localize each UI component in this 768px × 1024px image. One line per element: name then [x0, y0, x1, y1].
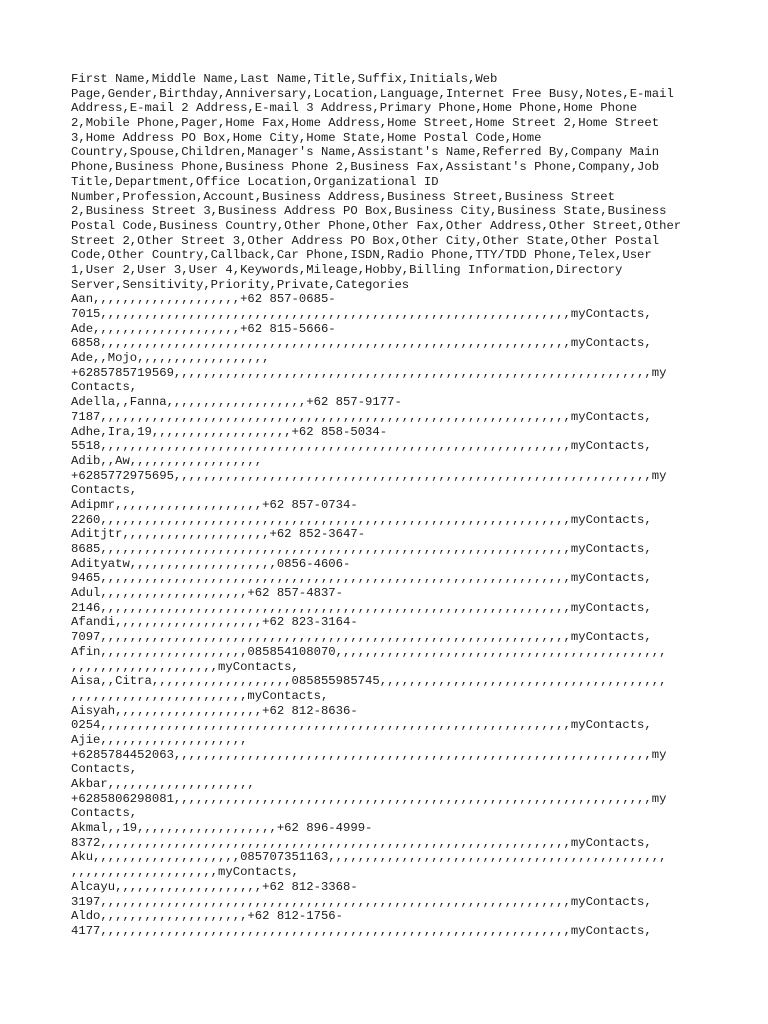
csv-header-line: Street 2,Other Street 3,Other Address PO Box,Other City,Other State,Other Postal — [71, 233, 660, 248]
csv-record-line: Adhe,Ira,19,,,,,,,,,,,,,,,,,,,+62 858-5034- — [71, 424, 388, 439]
csv-record-line: Afandi,,,,,,,,,,,,,,,,,,,,+62 823-3164- — [71, 615, 358, 630]
csv-record-line: 7015,,,,,,,,,,,,,,,,,,,,,,,,,,,,,,,,,,,,,,,,,,,,,,,,,,,,,,,,,,,,,,,,myContacts, — [71, 307, 652, 321]
csv-header-line: Phone,Business Phone,Business Phone 2,Business Fax,Assistant's Phone,Company,Job — [71, 160, 660, 175]
csv-record-line: Alcayu,,,,,,,,,,,,,,,,,,,,+62 812-3368- — [71, 879, 358, 894]
csv-header-line: Server,Sensitivity,Priority,Private,Categories — [71, 277, 410, 292]
csv-header-line: Postal Code,Business Country,Other Phone,Other Fax,Other Address,Other Street,Other — [71, 218, 682, 233]
csv-header-line: Code,Other Country,Callback,Car Phone,ISDN,Radio Phone,TTY/TDD Phone,Telex,User — [71, 248, 652, 263]
csv-record-line: +6285806298081,,,,,,,,,,,,,,,,,,,,,,,,,,,,,,,,,,,,,,,,,,,,,,,,,,,,,,,,,,,,,,,,,my — [71, 791, 667, 806]
csv-record-line: Adib,,Aw,,,,,,,,,,,,,,,,,, — [71, 453, 263, 468]
csv-header-line: 3,Home Address PO Box,Home City,Home State,Home Postal Code,Home — [71, 130, 542, 145]
csv-record-line: Adityatw,,,,,,,,,,,,,,,,,,,,0856-4606- — [71, 556, 351, 571]
csv-record-line: Akbar,,,,,,,,,,,,,,,,,,,, — [71, 777, 255, 791]
csv-record-line: ,,,,,,,,,,,,,,,,,,,,myContacts, — [71, 865, 299, 880]
csv-record-line: 2146,,,,,,,,,,,,,,,,,,,,,,,,,,,,,,,,,,,,,,,,,,,,,,,,,,,,,,,,,,,,,,,,myContacts, — [71, 600, 652, 615]
csv-record-line: 9465,,,,,,,,,,,,,,,,,,,,,,,,,,,,,,,,,,,,,,,,,,,,,,,,,,,,,,,,,,,,,,,,myContacts, — [71, 571, 652, 586]
csv-header-line: Number,Profession,Account,Business Address,Business Street,Business Street — [71, 189, 615, 204]
csv-record-line: Contacts, — [71, 380, 138, 395]
csv-header-line: Address,E-mail 2 Address,E-mail 3 Address,Primary Phone,Home Phone,Home Phone — [71, 101, 638, 116]
csv-record-line: 5518,,,,,,,,,,,,,,,,,,,,,,,,,,,,,,,,,,,,,,,,,,,,,,,,,,,,,,,,,,,,,,,,myContacts, — [71, 439, 652, 454]
csv-record-line: Aldo,,,,,,,,,,,,,,,,,,,,+62 812-1756- — [71, 909, 343, 924]
csv-header-line: 1,User 2,User 3,User 4,Keywords,Mileage,Hobby,Billing Information,Directory — [71, 262, 623, 277]
csv-header-line: Country,Spouse,Children,Manager's Name,Assistant's Name,Referred By,Company Main — [71, 145, 660, 160]
csv-document-text — [71, 72, 711, 939]
csv-header-line: Title,Department,Office Location,Organizational ID — [71, 174, 439, 189]
csv-record-line: Adul,,,,,,,,,,,,,,,,,,,,+62 857-4837- — [71, 586, 343, 601]
csv-header-line: 2,Business Street 3,Business Address PO Box,Business City,Business State,Business — [71, 204, 667, 219]
csv-record-line: Contacts, — [71, 762, 138, 777]
csv-record-line: Aku,,,,,,,,,,,,,,,,,,,,085707351163,,,,,,,,,,,,,,,,,,,,,,,,,,,,,,,,,,,,,,,,,,,,,, — [71, 850, 667, 865]
csv-header-line: Page,Gender,Birthday,Anniversary,Location,Language,Internet Free Busy,Notes,E-mail — [71, 86, 674, 101]
csv-record-line: 7097,,,,,,,,,,,,,,,,,,,,,,,,,,,,,,,,,,,,,,,,,,,,,,,,,,,,,,,,,,,,,,,,myContacts, — [71, 630, 652, 645]
csv-record-line: Aan,,,,,,,,,,,,,,,,,,,,+62 857-0685- — [71, 292, 336, 307]
csv-record-line: Ade,,,,,,,,,,,,,,,,,,,,+62 815-5666- — [71, 321, 336, 336]
csv-record-line: Ade,,Mojo,,,,,,,,,,,,,,,,,, — [71, 351, 270, 366]
csv-record-line: 6858,,,,,,,,,,,,,,,,,,,,,,,,,,,,,,,,,,,,,,,,,,,,,,,,,,,,,,,,,,,,,,,,myContacts, — [71, 336, 652, 351]
csv-record-line: Contacts, — [71, 806, 138, 821]
csv-record-line: +6285784452063,,,,,,,,,,,,,,,,,,,,,,,,,,,,,,,,,,,,,,,,,,,,,,,,,,,,,,,,,,,,,,,,,my — [71, 747, 667, 762]
csv-record-line: 2260,,,,,,,,,,,,,,,,,,,,,,,,,,,,,,,,,,,,,,,,,,,,,,,,,,,,,,,,,,,,,,,,myContacts, — [71, 512, 652, 527]
csv-record-line: Akmal,,19,,,,,,,,,,,,,,,,,,,+62 896-4999- — [71, 821, 373, 836]
csv-header-line: 2,Mobile Phone,Pager,Home Fax,Home Address,Home Street,Home Street 2,Home Street — [71, 116, 660, 131]
csv-record-line: 4177,,,,,,,,,,,,,,,,,,,,,,,,,,,,,,,,,,,,,,,,,,,,,,,,,,,,,,,,,,,,,,,,myContacts, — [71, 923, 652, 938]
csv-record-line: Adipmr,,,,,,,,,,,,,,,,,,,,+62 857-0734- — [71, 497, 358, 512]
csv-header-line: First Name,Middle Name,Last Name,Title,Suffix,Initials,Web — [71, 72, 498, 86]
csv-record-line: 8685,,,,,,,,,,,,,,,,,,,,,,,,,,,,,,,,,,,,,,,,,,,,,,,,,,,,,,,,,,,,,,,,myContacts, — [71, 542, 652, 556]
csv-record-line: +6285772975695,,,,,,,,,,,,,,,,,,,,,,,,,,,,,,,,,,,,,,,,,,,,,,,,,,,,,,,,,,,,,,,,,my — [71, 468, 667, 483]
csv-record-line: Aisa,,Citra,,,,,,,,,,,,,,,,,,,085855985745,,,,,,,,,,,,,,,,,,,,,,,,,,,,,,,,,,,,,,, — [71, 674, 667, 689]
csv-record-line: Adella,,Fanna,,,,,,,,,,,,,,,,,,,+62 857-9177- — [71, 395, 402, 410]
csv-record-line: Contacts, — [71, 483, 138, 498]
csv-record-line: 3197,,,,,,,,,,,,,,,,,,,,,,,,,,,,,,,,,,,,,,,,,,,,,,,,,,,,,,,,,,,,,,,,myContacts, — [71, 894, 652, 909]
csv-record-line: +6285785719569,,,,,,,,,,,,,,,,,,,,,,,,,,,,,,,,,,,,,,,,,,,,,,,,,,,,,,,,,,,,,,,,,my — [71, 365, 667, 380]
csv-record-line: 7187,,,,,,,,,,,,,,,,,,,,,,,,,,,,,,,,,,,,,,,,,,,,,,,,,,,,,,,,,,,,,,,,myContacts, — [71, 409, 652, 424]
csv-record-line: Ajie,,,,,,,,,,,,,,,,,,,, — [71, 732, 248, 747]
csv-record-line: Aditjtr,,,,,,,,,,,,,,,,,,,,+62 852-3647- — [71, 527, 366, 542]
csv-record-line: ,,,,,,,,,,,,,,,,,,,,,,,,myContacts, — [71, 688, 329, 703]
csv-record-line: 0254,,,,,,,,,,,,,,,,,,,,,,,,,,,,,,,,,,,,,,,,,,,,,,,,,,,,,,,,,,,,,,,,myContacts, — [71, 718, 652, 733]
csv-record-line: ,,,,,,,,,,,,,,,,,,,,myContacts, — [71, 659, 299, 674]
csv-record-line: Afin,,,,,,,,,,,,,,,,,,,,085854108070,,,,,,,,,,,,,,,,,,,,,,,,,,,,,,,,,,,,,,,,,,,,, — [71, 644, 667, 659]
csv-record-line: Aisyah,,,,,,,,,,,,,,,,,,,,+62 812-8636- — [71, 703, 358, 718]
csv-record-line: 8372,,,,,,,,,,,,,,,,,,,,,,,,,,,,,,,,,,,,,,,,,,,,,,,,,,,,,,,,,,,,,,,,myContacts, — [71, 835, 652, 850]
